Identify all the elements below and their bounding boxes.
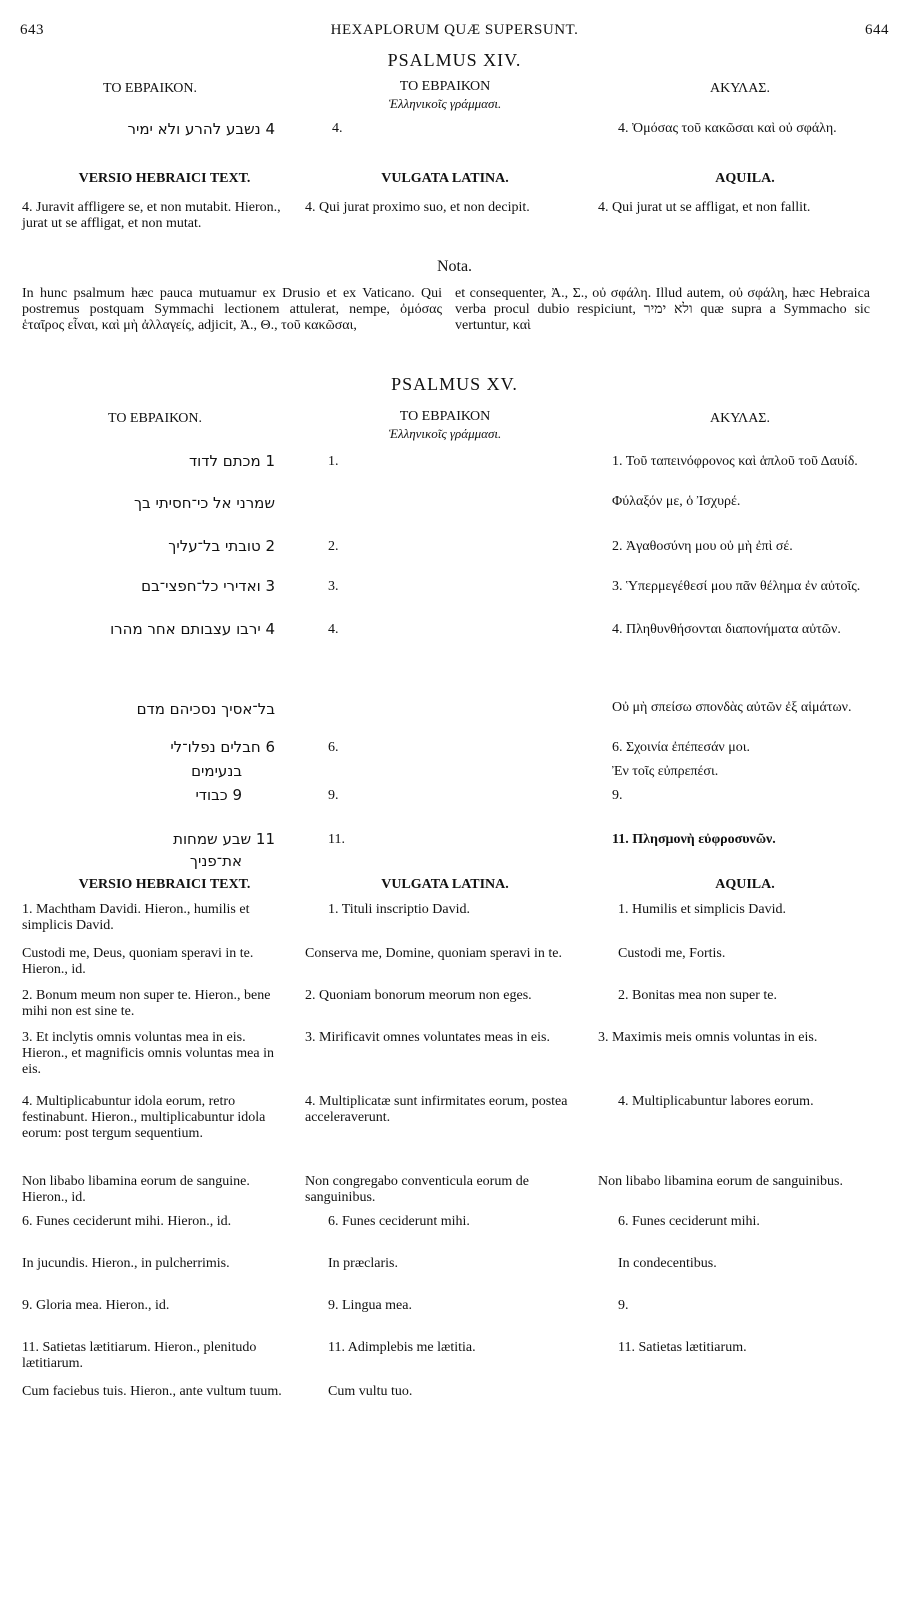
hebrew-verse: בנעימים (191, 762, 242, 780)
greek-transliteration-verse: 2. (328, 539, 339, 554)
versio-verse: 11. Satietas lætitiarum. Hieron., plenitudo lætitiarum. (22, 1340, 257, 1371)
col-head-aquila-greek: ΑΚΥΛΑΣ. (710, 81, 770, 96)
page-number-right: 644 (864, 21, 889, 38)
aquila-verse: 9. (618, 1298, 629, 1313)
aquila-greek-verse: Ἐν τοῖς εὐπρεπέσι. (612, 764, 719, 779)
vulgata-verse: 2. Quoniam bonorum meorum non eges. (305, 988, 532, 1003)
aquila-verse: 4. Qui jurat ut se affligat, et non fallit. (598, 200, 811, 215)
versio-verse: In jucundis. Hieron., in pulcherrimis. (22, 1256, 230, 1271)
vulgata-verse: In præclaris. (328, 1256, 398, 1271)
hebrew-verse: 6 חבלים נפלו־לי (170, 738, 275, 756)
hebrew-verse: 1 מכתם לדוד (188, 452, 275, 470)
versio-verse: 6. Funes ceciderunt mihi. Hieron., id. (22, 1214, 232, 1229)
psalm-14-title: PSALMUS XIV. (387, 50, 522, 70)
vulgata-verse: 6. Funes ceciderunt mihi. (328, 1214, 470, 1229)
aquila-greek-verse: 1. Τοῦ ταπεινόφρονος καὶ ἁπλοῦ τοῦ Δαυίδ. (612, 454, 858, 469)
greek-transliteration-verse: 4. (328, 622, 339, 637)
col-head-aquila-greek: ΑΚΥΛΑΣ. (710, 411, 770, 426)
hebrew-verse: 9 כבודי (195, 786, 242, 804)
vulgata-verse: 4. Multiplicatæ sunt infirmitates eorum, postea acceleraverunt. (305, 1094, 568, 1125)
vulgata-verse: 3. Mirificavit omnes voluntates meas in eis. (305, 1030, 550, 1045)
aquila-verse: 1. Humilis et simplicis David. (618, 902, 786, 917)
vulgata-verse: 4. Qui jurat proximo suo, et non decipit. (305, 200, 530, 215)
versio-verse: 3. Et inclytis omnis voluntas mea in eis. Hieron., et magnificis omnis voluntas mea in eis. (22, 1030, 274, 1077)
aquila-verse: 2. Bonitas mea non super te. (618, 988, 778, 1003)
aquila-greek-verse: Οὐ μὴ σπείσω σπονδὰς αὐτῶν ἐξ αἱμάτων. (612, 700, 852, 715)
vulgata-verse: 11. Adimplebis me lætitia. (328, 1340, 476, 1355)
col-head-versio: VERSIO HEBRAICI TEXT. (78, 171, 251, 186)
aquila-verse: 6. Funes ceciderunt mihi. (618, 1214, 760, 1229)
versio-verse: 9. Gloria mea. Hieron., id. (22, 1298, 170, 1313)
col-head-aquila: AQUILA. (715, 171, 775, 186)
col-head-versio: VERSIO HEBRAICI TEXT. (78, 877, 251, 892)
versio-verse: 4. Multiplicabuntur idola eorum, retro festinabunt. Hieron., multiplicabuntur idola eorum: post tergum sequentium. (22, 1094, 266, 1141)
vulgata-verse: Non congregabo conventicula eorum de sanguinibus. (305, 1174, 529, 1205)
nota-right: et consequenter, Ἀ., Σ., οὐ σφάλη. Illud autem, οὐ σφάλη, hæc Hebraica verba procul dubio respiciunt, ולא ימיר quæ supra a Symmacho sic vertuntur, καὶ (455, 286, 870, 333)
versio-verse: 1. Machtham Davidi. Hieron., humilis et simplicis David. (22, 902, 250, 933)
greek-transliteration-verse: 3. (328, 579, 339, 594)
col-head-hebraikon: ΤΟ ΕΒΡΑΙΚΟΝ. (103, 81, 197, 96)
hebrew-verse: 2 טובתי בל־עליך (168, 537, 275, 555)
versio-verse: Cum faciebus tuis. Hieron., ante vultum tuum. (22, 1384, 282, 1399)
aquila-greek-verse: Φύλαξόν με, ὁ Ἰσχυρέ. (612, 494, 741, 509)
aquila-verse: In condecentibus. (618, 1256, 717, 1271)
aquila-greek-verse: 9. (612, 788, 623, 803)
aquila-greek-verse: 2. Ἀγαθοσύνη μου οὐ μὴ ἐπὶ σέ. (612, 539, 793, 554)
greek-transliteration-verse: 4. (332, 121, 343, 136)
col-head-hebraikon: ΤΟ ΕΒΡΑΙΚΟΝ. (108, 411, 202, 426)
col-head-aquila: AQUILA. (715, 877, 775, 892)
running-title: HEXAPLORUM QUÆ SUPERSUNT. (330, 21, 579, 38)
greek-transliteration-verse: 1. (328, 454, 339, 469)
col-head-vulgata: VULGATA LATINA. (381, 877, 509, 892)
col-head-hebraikon-greek-title: ΤΟ ΕΒΡΑΙΚΟΝ (399, 79, 491, 94)
aquila-greek-verse: 4. Πληθυνθήσονται διαπονήματα αὐτῶν. (612, 622, 841, 637)
nota-left: In hunc psalmum hæc pauca mutuamur ex Drusio et ex Vaticano. Qui postremus postquam Symmachi lectionem attulerat, nempe, ὀμόσας ἑταῖρος εἶναι, καὶ μὴ ἀλλαγείς, adjicit, Ἀ., Θ., τοῦ κακῶσαι, (22, 286, 442, 333)
aquila-verse: 4. Multiplicabuntur labores eorum. (618, 1094, 814, 1109)
greek-transliteration-verse: 6. (328, 740, 339, 755)
hebrew-verse: את־פניך (189, 852, 242, 870)
vulgata-verse: Cum vultu tuo. (328, 1384, 413, 1399)
greek-transliteration-verse: 11. (328, 832, 345, 847)
hebrew-verse: 4 נשבע להרע ולא ימיר (127, 120, 275, 138)
running-head (20, 18, 889, 42)
aquila-greek-verse: 6. Σχοινία ἐπέπεσάν μοι. (612, 740, 751, 755)
col-head-hebraikon-greek (350, 408, 540, 442)
hebrew-verse: 3 ואדירי כל־חפצי־בם (141, 577, 275, 595)
hebrew-verse: 4 ירבו עצבותם אחר מהרו (110, 620, 275, 638)
greek-transliteration-verse: 9. (328, 788, 339, 803)
aquila-verse: 3. Maximis meis omnis voluntas in eis. (598, 1030, 818, 1045)
hebrew-verse: 11 שבע שמחות (173, 830, 275, 848)
versio-verse: 2. Bonum meum non super te. Hieron., bene mihi non est sine te. (22, 988, 271, 1019)
hebrew-verse: בל־אסיך נסכיהם מדם (136, 700, 275, 718)
col-head-hebraikon-greek-sub: Ἑλληνικοῖς γράμμασι. (388, 426, 502, 441)
aquila-verse: 11. Satietas lætitiarum. (618, 1340, 747, 1355)
vulgata-verse: Conserva me, Domine, quoniam speravi in te. (305, 946, 562, 961)
versio-verse: Non libabo libamina eorum de sanguine. Hieron., id. (22, 1174, 250, 1205)
hebrew-verse: שמרני אל כי־חסיתי בך (133, 494, 275, 512)
psalm-15-title: PSALMUS XV. (391, 374, 518, 394)
page-number-left: 643 (20, 21, 44, 38)
aquila-verse: Non libabo libamina eorum de sanguinibus. (598, 1174, 843, 1189)
col-head-hebraikon-greek-sub: Ἑλληνικοῖς γράμμασι. (388, 96, 502, 111)
aquila-greek-verse: 3. Ὑπερμεγέθεσί μου πᾶν θέλημα ἐν αὐτοῖς. (612, 579, 861, 594)
versio-verse: 4. Juravit affligere se, et non mutabit. Hieron., jurat ut se affligat, et non mutat. (22, 200, 281, 231)
versio-verse: Custodi me, Deus, quoniam speravi in te. Hieron., id. (22, 946, 254, 977)
aquila-verse: Custodi me, Fortis. (618, 946, 726, 961)
col-head-hebraikon-greek (350, 78, 540, 112)
aquila-greek-verse: 11. Πλησμονὴ εὐφροσυνῶν. (612, 832, 776, 847)
vulgata-verse: 1. Tituli inscriptio David. (328, 902, 470, 917)
aquila-greek-verse: 4. Ὀμόσας τοῦ κακῶσαι καὶ οὐ σφάλη. (618, 121, 837, 136)
nota-title: Nota. (436, 258, 473, 275)
col-head-hebraikon-greek-title: ΤΟ ΕΒΡΑΙΚΟΝ (399, 409, 491, 424)
vulgata-verse: 9. Lingua mea. (328, 1298, 412, 1313)
col-head-vulgata: VULGATA LATINA. (381, 171, 509, 186)
